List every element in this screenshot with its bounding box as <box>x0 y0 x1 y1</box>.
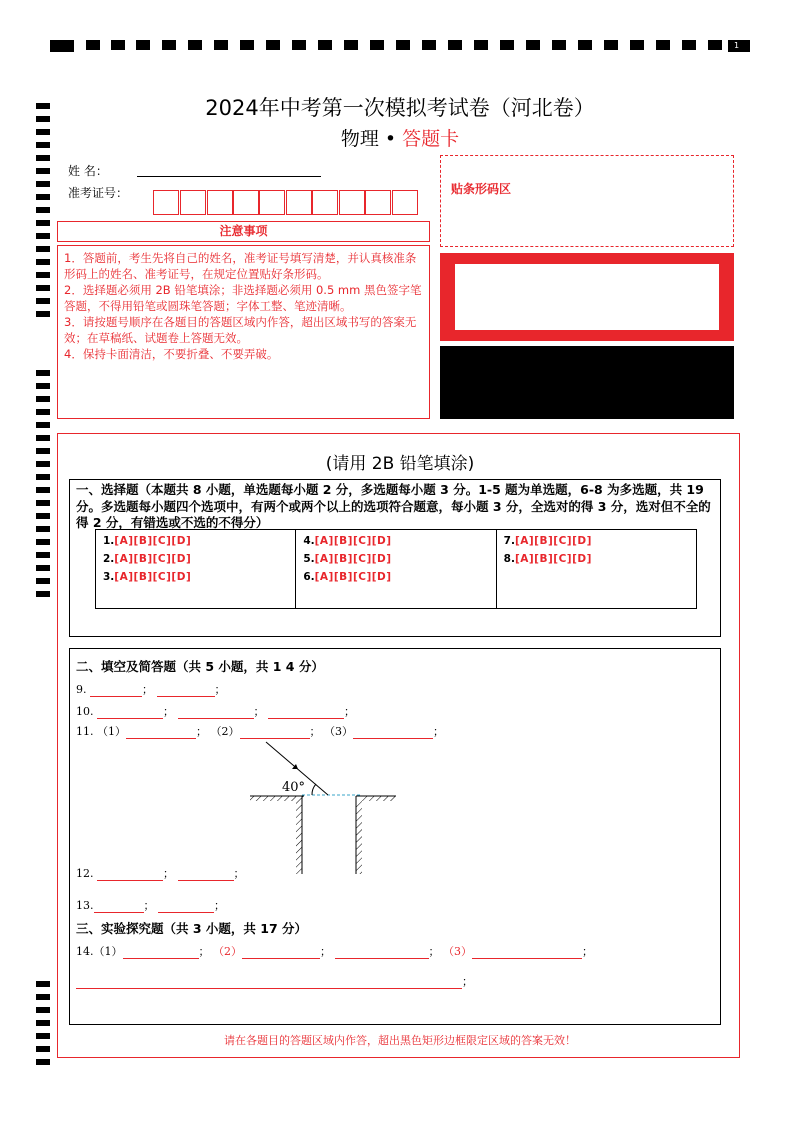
notice-heading: 注意事项 <box>57 221 430 242</box>
choice-options[interactable]: [A][B][C][D] <box>114 571 192 583</box>
section2-heading: 二、填空及简答题（共 5 小题，共 1 4 分） <box>76 659 324 674</box>
q11-blank[interactable] <box>353 727 433 739</box>
exam-id-digit-box[interactable] <box>312 190 338 215</box>
exam-id-digit-box[interactable] <box>180 190 206 215</box>
choice-row[interactable]: 7.[A][B][C][D] <box>503 535 592 547</box>
exam-id-digit-box[interactable] <box>259 190 285 215</box>
exam-id-digit-box[interactable] <box>153 190 179 215</box>
q14-row-2: ； <box>76 973 473 989</box>
choice-row[interactable]: 4.[A][B][C][D] <box>303 535 392 547</box>
q11-row: 11. （1） ； （2） ； （3） ； <box>76 725 444 738</box>
name-label: 姓 名： <box>68 164 108 178</box>
choice-row[interactable]: 8.[A][B][C][D] <box>503 553 592 565</box>
choice-options[interactable]: [A][B][C][D] <box>314 571 392 583</box>
exam-subtitle <box>0 124 800 151</box>
reflection-diagram <box>240 739 400 879</box>
red-frame-block <box>440 253 734 341</box>
choice-options[interactable]: [A][B][C][D] <box>314 535 392 547</box>
q14-row: 14.（1） ； （2） ； ； （3） ； <box>76 945 593 958</box>
notice-item: 2．选择题必须用 2B 铅笔填涂；非选择题必须用 0.5 mm 黑色签字笔答题，不得用铅笔或圆珠笔答题；字体工整、笔迹清晰。 <box>64 283 422 313</box>
exam-title: 2024年中考第一次模拟考试卷（河北卷） <box>205 96 595 120</box>
q9-blank[interactable] <box>157 685 215 697</box>
notice-box <box>57 245 430 419</box>
q9-row: 9. ； ； <box>76 683 226 696</box>
written-answer-section <box>69 648 721 1025</box>
q9-blank[interactable] <box>90 685 142 697</box>
exam-id-digit-box[interactable] <box>392 190 418 215</box>
choice-row[interactable]: 3.[A][B][C][D] <box>103 571 192 583</box>
choice-row[interactable]: 2.[A][B][C][D] <box>103 553 192 565</box>
angle-label: 40° <box>282 780 306 795</box>
name-field[interactable] <box>137 176 321 177</box>
exam-id-digit-box[interactable] <box>207 190 233 215</box>
q10-row: 10. ； ； ； <box>76 705 355 718</box>
q10-blank[interactable] <box>178 707 254 719</box>
choice-options[interactable]: [A][B][C][D] <box>114 553 192 565</box>
q14-blank[interactable] <box>472 947 582 959</box>
q14-blank[interactable] <box>335 947 429 959</box>
q11-blank[interactable] <box>240 727 310 739</box>
subject-label: 物理 <box>340 128 379 150</box>
subtitle-dot: • <box>384 128 397 150</box>
choice-options[interactable]: [A][B][C][D] <box>314 553 392 565</box>
choice-column <box>497 530 696 608</box>
exam-id-digit-box[interactable] <box>365 190 391 215</box>
exam-id-digit-box[interactable] <box>286 190 312 215</box>
exam-id-digit-box[interactable] <box>233 190 259 215</box>
choice-row[interactable]: 6.[A][B][C][D] <box>303 571 392 583</box>
q14-blank[interactable] <box>123 947 199 959</box>
choice-row[interactable]: 1.[A][B][C][D] <box>103 535 192 547</box>
ground-surface <box>250 796 396 801</box>
multiple-choice-section <box>69 479 721 637</box>
q11-blank[interactable] <box>126 727 196 739</box>
q10-blank[interactable] <box>97 707 163 719</box>
well-walls <box>296 796 362 874</box>
choice-options[interactable]: [A][B][C][D] <box>514 535 592 547</box>
choice-column <box>96 530 296 608</box>
section1-heading: 一、选择题（本题共 8 小题，单选题每小题 2 分，多选题每小题 3 分。1-5 题为单选题，6-8 为多选题，共 19 分。多选题每小题四个选项中，有两个或两个以上的选项符合题意，每小题 3 分，全选对的得 3 分，选对但不全的得 2 分，有错选或不选的不得分） <box>76 482 711 530</box>
black-block <box>440 346 734 419</box>
section3-heading: 三、实验探究题（共 3 小题，共 17 分） <box>76 921 308 936</box>
q12-blank[interactable] <box>178 869 234 881</box>
choice-options[interactable]: [A][B][C][D] <box>114 535 192 547</box>
notice-item: 1．答题前，考生先将自己的姓名，准考证号填写清楚，并认真核准条形码上的姓名、准考证号，在规定位置贴好条形码。 <box>64 251 417 281</box>
q13-blank[interactable] <box>94 901 144 913</box>
q14-blank[interactable] <box>242 947 320 959</box>
exam-id-digit-box[interactable] <box>339 190 365 215</box>
q13-blank[interactable] <box>158 901 214 913</box>
pencil-note: (请用 2B 铅笔填涂) <box>325 454 475 474</box>
exam-id-label: 准考证号： <box>68 186 129 200</box>
choice-grid <box>95 529 697 609</box>
q14-long-blank[interactable] <box>76 977 462 989</box>
page-number: 1 <box>734 41 740 50</box>
barcode-label: 贴条形码区 <box>451 182 512 196</box>
choice-options[interactable]: [A][B][C][D] <box>514 553 592 565</box>
answer-sheet-label: 答题卡 <box>402 128 460 150</box>
q12-blank[interactable] <box>97 869 163 881</box>
q12-row: 12. ； ； <box>76 867 245 880</box>
barcode-area <box>440 155 734 247</box>
angle-arc <box>312 784 316 795</box>
choice-column <box>296 530 496 608</box>
footer-warning: 请在各题目的答题区域内作答，超出黑色矩形边框限定区域的答案无效！ <box>224 1034 576 1047</box>
notice-item: 4．保持卡面清洁，不要折叠、不要弄破。 <box>64 347 279 361</box>
choice-row[interactable]: 5.[A][B][C][D] <box>303 553 392 565</box>
q10-blank[interactable] <box>268 707 344 719</box>
notice-item: 3．请按题号顺序在各题目的答题区域内作答，超出区域书写的答案无效；在草稿纸、试题卷上答题无效。 <box>64 315 417 345</box>
q13-row: 13. ； ； <box>76 899 225 912</box>
